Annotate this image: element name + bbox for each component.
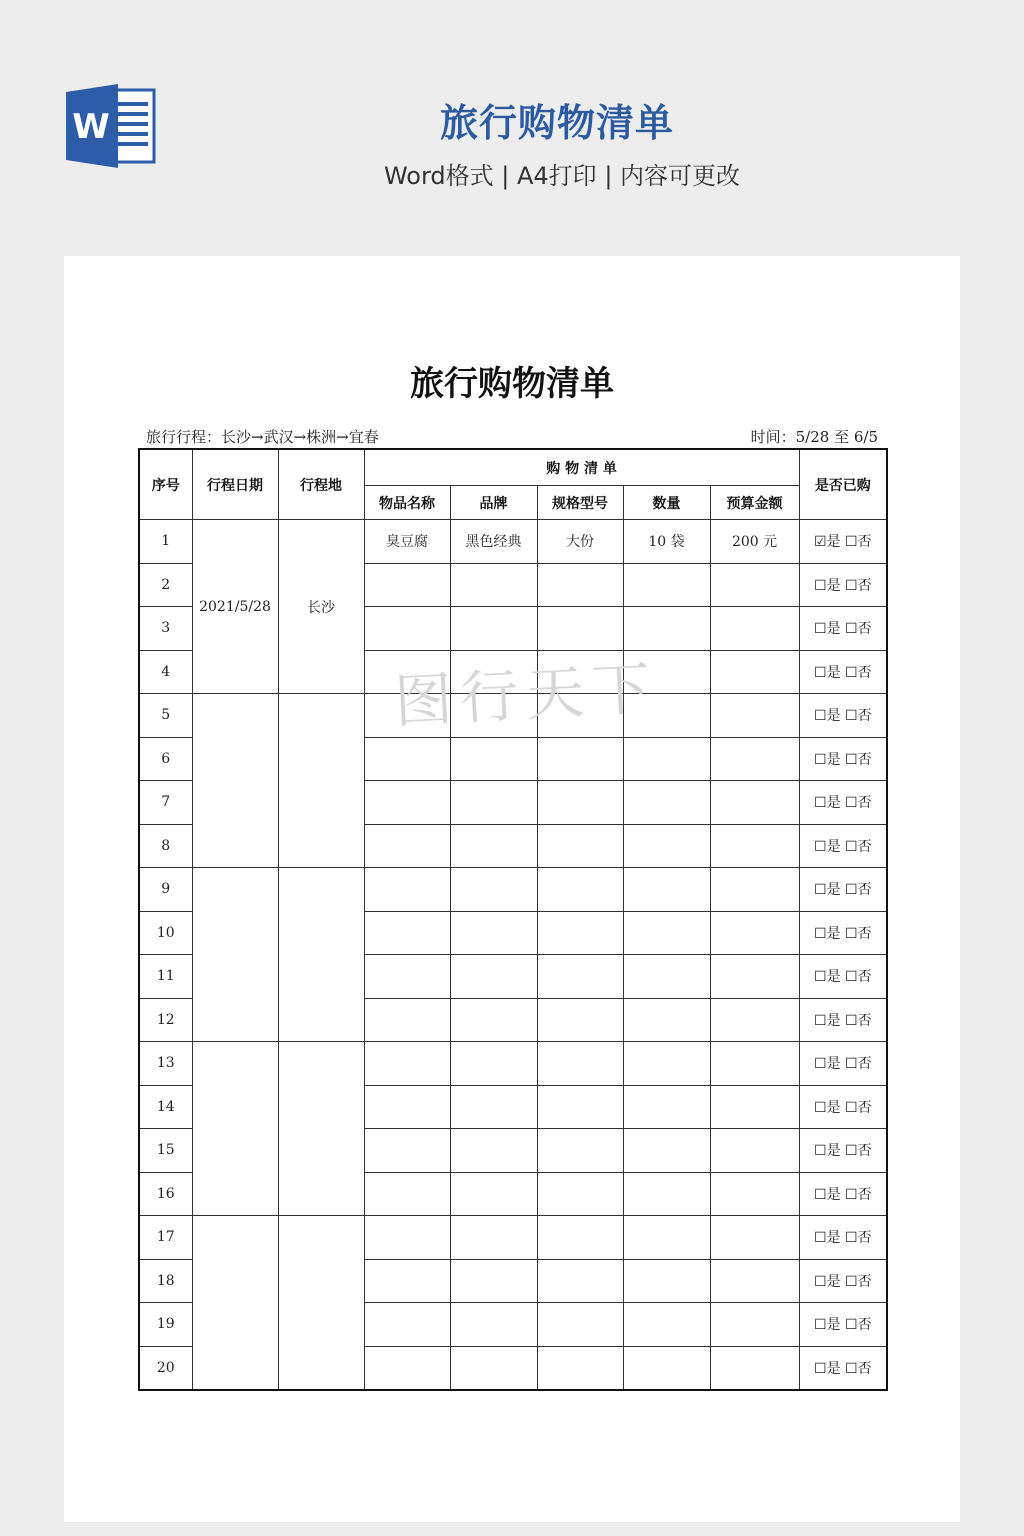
cell-budget[interactable] xyxy=(710,1129,799,1173)
header-date: 行程日期 xyxy=(192,449,278,520)
cell-spec[interactable] xyxy=(537,868,623,912)
table-row xyxy=(139,520,887,564)
cell-brand[interactable] xyxy=(450,563,537,607)
cell-seq: 15 xyxy=(139,1129,192,1173)
cell-spec[interactable] xyxy=(537,737,623,781)
cell-qty[interactable] xyxy=(623,1303,710,1347)
cell-budget[interactable] xyxy=(710,1216,799,1260)
cell-brand[interactable] xyxy=(450,1259,537,1303)
cell-brand[interactable] xyxy=(450,1303,537,1347)
banner-title: 旅行购物清单 xyxy=(439,101,674,145)
cell-brand[interactable] xyxy=(450,911,537,955)
header-budget: 预算金额 xyxy=(710,486,799,520)
purchase-checkbox[interactable]: ☐是 ☐否 xyxy=(799,1303,887,1347)
cell-brand[interactable] xyxy=(450,1172,537,1216)
purchase-checkbox[interactable]: ☐是 ☐否 xyxy=(799,1042,887,1086)
purchase-checkbox[interactable]: ☐是 ☐否 xyxy=(799,1085,887,1129)
cell-qty[interactable] xyxy=(623,1172,710,1216)
cell-budget[interactable] xyxy=(710,824,799,868)
purchase-checkbox[interactable]: ☐是 ☐否 xyxy=(799,563,887,607)
cell-seq: 7 xyxy=(139,781,192,825)
cell-spec[interactable] xyxy=(537,911,623,955)
cell-budget[interactable] xyxy=(710,607,799,651)
table-row xyxy=(139,868,887,912)
cell-item[interactable] xyxy=(364,1216,450,1260)
cell-place[interactable] xyxy=(278,694,364,868)
banner xyxy=(0,0,1024,255)
cell-qty[interactable]: 10 袋 xyxy=(623,520,710,564)
cell-seq: 17 xyxy=(139,1216,192,1260)
cell-item[interactable] xyxy=(364,824,450,868)
purchase-checkbox[interactable]: ☐是 ☐否 xyxy=(799,607,887,651)
table-row xyxy=(139,1216,887,1260)
cell-brand[interactable] xyxy=(450,1129,537,1173)
cell-spec[interactable] xyxy=(537,1172,623,1216)
purchase-checkbox[interactable]: ☐是 ☐否 xyxy=(799,955,887,999)
cell-budget[interactable] xyxy=(710,1085,799,1129)
cell-seq: 1 xyxy=(139,520,192,564)
banner-subtitle: Word格式 | A4打印 | 内容可更改 xyxy=(383,162,741,190)
itinerary-text: 旅行行程：长沙→武汉→株洲→宜春 xyxy=(146,428,379,446)
cell-qty[interactable] xyxy=(623,1085,710,1129)
cell-brand[interactable] xyxy=(450,781,537,825)
cell-qty[interactable] xyxy=(623,1042,710,1086)
cell-qty[interactable] xyxy=(623,694,710,738)
cell-qty[interactable] xyxy=(623,1129,710,1173)
cell-brand[interactable] xyxy=(450,607,537,651)
cell-spec[interactable] xyxy=(537,1303,623,1347)
cell-item[interactable] xyxy=(364,1085,450,1129)
cell-seq: 3 xyxy=(139,607,192,651)
cell-date[interactable] xyxy=(192,694,278,868)
header-shopping-group: 购 物 清 单 xyxy=(364,449,799,486)
purchase-checkbox[interactable]: ☐是 ☐否 xyxy=(799,824,887,868)
cell-place[interactable]: 长沙 xyxy=(278,520,364,694)
cell-qty[interactable] xyxy=(623,781,710,825)
cell-budget[interactable] xyxy=(710,998,799,1042)
cell-brand[interactable] xyxy=(450,1346,537,1390)
cell-spec[interactable] xyxy=(537,1085,623,1129)
header-seq: 序号 xyxy=(139,449,192,520)
cell-place[interactable] xyxy=(278,1216,364,1391)
purchase-checkbox[interactable]: ☐是 ☐否 xyxy=(799,1129,887,1173)
cell-spec[interactable] xyxy=(537,694,623,738)
cell-brand[interactable] xyxy=(450,824,537,868)
cell-spec[interactable] xyxy=(537,998,623,1042)
cell-budget[interactable] xyxy=(710,781,799,825)
cell-budget[interactable] xyxy=(710,737,799,781)
cell-spec[interactable]: 大份 xyxy=(537,520,623,564)
header-brand: 品牌 xyxy=(450,486,537,520)
cell-item[interactable] xyxy=(364,1259,450,1303)
cell-budget[interactable] xyxy=(710,1042,799,1086)
cell-seq: 14 xyxy=(139,1085,192,1129)
purchase-checkbox[interactable]: ☐是 ☐否 xyxy=(799,911,887,955)
cell-brand[interactable] xyxy=(450,998,537,1042)
cell-seq: 2 xyxy=(139,563,192,607)
purchase-checkbox[interactable]: ☐是 ☐否 xyxy=(799,1259,887,1303)
logo-letter: W xyxy=(72,107,110,147)
cell-spec[interactable] xyxy=(537,1259,623,1303)
cell-brand[interactable] xyxy=(450,1216,537,1260)
cell-item[interactable] xyxy=(364,1129,450,1173)
cell-seq: 16 xyxy=(139,1172,192,1216)
cell-seq: 8 xyxy=(139,824,192,868)
cell-budget[interactable] xyxy=(710,694,799,738)
purchase-checkbox[interactable]: ☐是 ☐否 xyxy=(799,650,887,694)
cell-seq: 10 xyxy=(139,911,192,955)
cell-seq: 6 xyxy=(139,737,192,781)
cell-item[interactable]: 臭豆腐 xyxy=(364,520,450,564)
cell-spec[interactable] xyxy=(537,1129,623,1173)
cell-spec[interactable] xyxy=(537,955,623,999)
cell-spec[interactable] xyxy=(537,650,623,694)
cell-qty[interactable] xyxy=(623,737,710,781)
table-body xyxy=(139,520,887,1391)
cell-date[interactable] xyxy=(192,1216,278,1391)
cell-seq: 5 xyxy=(139,694,192,738)
cell-item[interactable] xyxy=(364,955,450,999)
cell-item[interactable] xyxy=(364,607,450,651)
cell-budget[interactable] xyxy=(710,1259,799,1303)
watermark: 图行天下 xyxy=(392,654,660,736)
cell-budget[interactable] xyxy=(710,1303,799,1347)
cell-qty[interactable] xyxy=(623,911,710,955)
cell-qty[interactable] xyxy=(623,650,710,694)
cell-brand[interactable] xyxy=(450,737,537,781)
header-item: 物品名称 xyxy=(364,486,450,520)
cell-item[interactable] xyxy=(364,694,450,738)
cell-place[interactable] xyxy=(278,1042,364,1216)
cell-spec[interactable] xyxy=(537,563,623,607)
cell-date[interactable]: 2021/5/28 xyxy=(192,520,278,694)
cell-qty[interactable] xyxy=(623,824,710,868)
cell-budget[interactable] xyxy=(710,868,799,912)
cell-brand[interactable] xyxy=(450,694,537,738)
table-row xyxy=(139,694,887,738)
cell-item[interactable] xyxy=(364,1303,450,1347)
cell-seq: 4 xyxy=(139,650,192,694)
purchase-checkbox[interactable]: ☐是 ☐否 xyxy=(799,998,887,1042)
cell-date[interactable] xyxy=(192,868,278,1042)
cell-item[interactable] xyxy=(364,911,450,955)
cell-item[interactable] xyxy=(364,1042,450,1086)
cell-spec[interactable] xyxy=(537,607,623,651)
cell-qty[interactable] xyxy=(623,868,710,912)
cell-qty[interactable] xyxy=(623,563,710,607)
shopping-list-table xyxy=(138,448,888,1391)
cell-spec[interactable] xyxy=(537,824,623,868)
cell-seq: 18 xyxy=(139,1259,192,1303)
cell-brand[interactable] xyxy=(450,650,537,694)
purchase-checkbox[interactable]: ☐是 ☐否 xyxy=(799,1216,887,1260)
header-place: 行程地 xyxy=(278,449,364,520)
document-title: 旅行购物清单 xyxy=(410,364,614,404)
cell-item[interactable] xyxy=(364,998,450,1042)
cell-spec[interactable] xyxy=(537,1346,623,1390)
cell-seq: 13 xyxy=(139,1042,192,1086)
cell-spec[interactable] xyxy=(537,1042,623,1086)
cell-item[interactable] xyxy=(364,650,450,694)
purchase-checkbox[interactable]: ☐是 ☐否 xyxy=(799,868,887,912)
cell-budget[interactable] xyxy=(710,955,799,999)
purchase-checkbox[interactable]: ☐是 ☐否 xyxy=(799,1346,887,1390)
cell-brand[interactable] xyxy=(450,868,537,912)
cell-brand[interactable]: 黑色经典 xyxy=(450,520,537,564)
cell-item[interactable] xyxy=(364,1172,450,1216)
cell-date[interactable] xyxy=(192,1042,278,1216)
header-qty: 数量 xyxy=(623,486,710,520)
cell-item[interactable] xyxy=(364,868,450,912)
cell-spec[interactable] xyxy=(537,781,623,825)
cell-brand[interactable] xyxy=(450,1085,537,1129)
cell-seq: 12 xyxy=(139,998,192,1042)
cell-seq: 20 xyxy=(139,1346,192,1390)
cell-item[interactable] xyxy=(364,737,450,781)
document-page xyxy=(64,256,960,1522)
cell-qty[interactable] xyxy=(623,607,710,651)
cell-budget[interactable] xyxy=(710,1172,799,1216)
cell-brand[interactable] xyxy=(450,955,537,999)
cell-budget[interactable]: 200 元 xyxy=(710,520,799,564)
header-spec: 规格型号 xyxy=(537,486,623,520)
cell-qty[interactable] xyxy=(623,998,710,1042)
cell-qty[interactable] xyxy=(623,1259,710,1303)
cell-item[interactable] xyxy=(364,563,450,607)
table-row xyxy=(139,1042,887,1086)
time-text: 时间：5/28 至 6/5 xyxy=(750,428,878,446)
purchase-checkbox[interactable]: ☐是 ☐否 xyxy=(799,1172,887,1216)
cell-budget[interactable] xyxy=(710,911,799,955)
cell-budget[interactable] xyxy=(710,563,799,607)
cell-item[interactable] xyxy=(364,1346,450,1390)
purchase-checkbox[interactable]: ☐是 ☐否 xyxy=(799,694,887,738)
purchase-checkbox[interactable]: ☐是 ☐否 xyxy=(799,781,887,825)
cell-qty[interactable] xyxy=(623,955,710,999)
header-purchased: 是否已购 xyxy=(799,449,887,520)
cell-item[interactable] xyxy=(364,781,450,825)
cell-budget[interactable] xyxy=(710,650,799,694)
cell-brand[interactable] xyxy=(450,1042,537,1086)
cell-seq: 11 xyxy=(139,955,192,999)
cell-spec[interactable] xyxy=(537,1216,623,1260)
cell-place[interactable] xyxy=(278,868,364,1042)
purchase-checkbox[interactable]: ☐是 ☐否 xyxy=(799,737,887,781)
cell-budget[interactable] xyxy=(710,1346,799,1390)
cell-qty[interactable] xyxy=(623,1346,710,1390)
purchase-checkbox[interactable]: ☑是 ☐否 xyxy=(799,520,887,564)
cell-seq: 19 xyxy=(139,1303,192,1347)
cell-qty[interactable] xyxy=(623,1216,710,1260)
cell-seq: 9 xyxy=(139,868,192,912)
